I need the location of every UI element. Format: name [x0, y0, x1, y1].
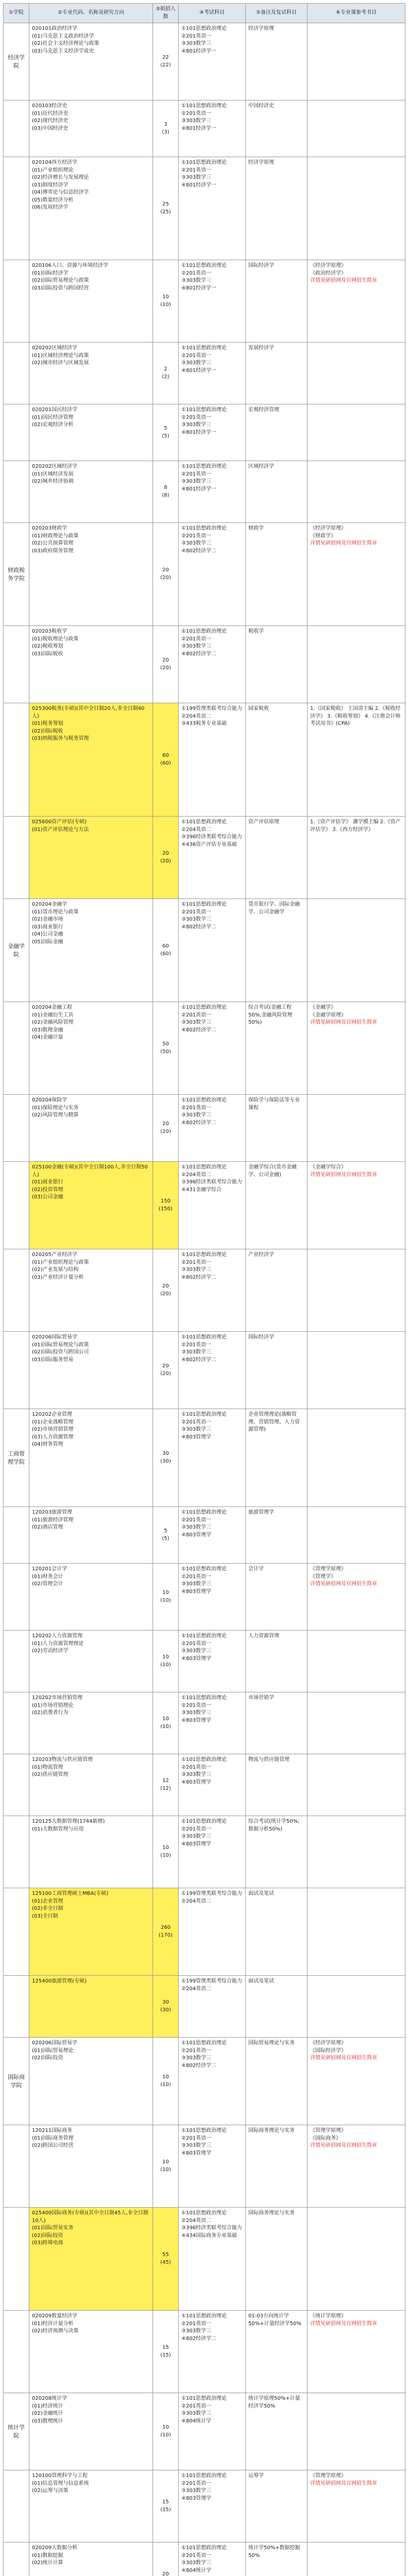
reference-books-cell: 《经济学原理》 《政治经济学》 详情见研招网及官网招生简章 [308, 260, 405, 343]
note-cell: 经济学原理 [246, 157, 308, 260]
major-cell: 120203旅游管理 (01)旅游经济管理 (02)酒店管理 [29, 1507, 153, 1564]
note-cell: 统计学原理50%+计量经济学50% [246, 2393, 308, 2470]
table-row [4, 1816, 405, 1888]
note-cell: 国际经济学 [246, 260, 308, 343]
major-cell: 120202人力资源管理 (01)人力资源管理理论 (02)劳动经济学 [29, 1631, 153, 1692]
note-cell: 经济学原理 [246, 23, 308, 100]
table-row [4, 461, 405, 523]
note-cell: 区域经济学 [246, 461, 308, 523]
reference-books-cell [308, 1507, 405, 1564]
college-cell: 财政税务学院 [4, 523, 29, 626]
exam-subjects-cell: ①101思想政治理论 ②201英语一 ③303数学三 ④803管理学 [179, 2470, 246, 2543]
table-row [4, 1507, 405, 1564]
major-cell: 125400旅游管理(专硕) [29, 1976, 153, 2038]
quota-cell: 20 (20) [153, 817, 179, 899]
college-cell [4, 1816, 29, 1888]
note-cell: 运筹学 [246, 2470, 308, 2543]
reference-books-cell [308, 1249, 405, 1332]
exam-subjects-cell: ①199管理类联考综合能力 ②204英语二 [179, 1888, 246, 1976]
table-row [4, 1162, 405, 1249]
note-cell: 综合考试(金融工程50%,金融风险管理50%) [246, 1002, 308, 1095]
college-cell: 工商管理学院 [4, 1409, 29, 1507]
header-note: ⑤备注及复试科目 [246, 4, 308, 23]
quota-cell: 25 (25) [153, 157, 179, 260]
exam-subjects-cell: ①101思想政治理论 ②201英语一 ③303数学三 ④803管理学 [179, 1409, 246, 1507]
exam-subjects-cell: ①199管理类联考综合能力 ②204英语二 [179, 1976, 246, 2038]
quota-cell: 20 [153, 2543, 179, 2576]
exam-subjects-cell: ①101思想政治理论 ②201英语一 ③303数学三 ④803管理学 [179, 1507, 246, 1564]
college-cell [4, 157, 29, 260]
quota-cell: 10 (10) [153, 2125, 179, 2208]
major-cell: 020206国际贸易学 (01)国际贸易理论 (02)国际投资 [29, 2038, 153, 2125]
table-row [4, 1249, 405, 1332]
note-cell: 资产评估原理 [246, 817, 308, 899]
reference-books-cell [308, 461, 405, 523]
reference-books-cell [308, 100, 405, 157]
quota-cell: 3 (3) [153, 100, 179, 157]
reference-books-cell [308, 626, 405, 703]
note-cell: 国际商务理论与实务 [246, 2208, 308, 2311]
table-row [4, 2393, 405, 2470]
table-row [4, 523, 405, 626]
exam-subjects-cell: ①101思想政治理论 ②201英语一 ③303数学三 ④802经济学二 [179, 1095, 246, 1162]
table-row [4, 2311, 405, 2393]
quota-cell: 15 (15) [153, 2470, 179, 2543]
note-cell: 财政学 [246, 523, 308, 626]
reference-books-cell [308, 2543, 405, 2576]
reference-books-cell [308, 1332, 405, 1409]
table-header-row [4, 4, 405, 23]
table-row [4, 1332, 405, 1409]
quota-cell: 20 (20) [153, 523, 179, 626]
quota-cell: 2 (2) [153, 343, 179, 404]
table-row [4, 2470, 405, 2543]
note-cell: 人力资源管理 [246, 1631, 308, 1692]
note-cell: 国际贸易理论与实务 [246, 2038, 308, 2125]
exam-subjects-cell: ①101思想政治理论 ②201英语一 ③303数学三 ④803管理学 [179, 2125, 246, 2208]
reference-books-cell [308, 1754, 405, 1816]
major-cell: 020104西方经济学 (01)产业组织理论 (02)经济增长与发展理论 (03)制度经济学 (04)博弈论与信息经济学 (05)数量经济分析 (06)发展经济学 [29, 157, 153, 260]
note-cell: 保险学与保险法等专业课程 [246, 1095, 308, 1162]
table-row [4, 1754, 405, 1816]
major-cell: 020203税收学 (01)税收理论与政策 (02)税收筹划 (03)国际税收 [29, 626, 153, 703]
exam-subjects-cell: ①101思想政治理论 ②201英语一 ③303数学三 ④804统计学 [179, 2543, 246, 2576]
reference-books-cell [308, 2393, 405, 2470]
catalog-table [3, 3, 405, 2576]
college-cell [4, 1002, 29, 1095]
exam-subjects-cell: ①101思想政治理论 ②201英语一 ③303数学三 ④803管理学 [179, 1692, 246, 1754]
quota-cell: 10 (10) [153, 2038, 179, 2125]
college-cell [4, 1888, 29, 1976]
note-cell: 国家税收 [246, 703, 308, 817]
major-cell: 120211国际商务 (01)国际商务管理 (02)跨国公司经营 [29, 2125, 153, 2208]
table-row [4, 2125, 405, 2208]
exam-subjects-cell: ①101思想政治理论 ②201英语一 ③303数学三 ④801经济学一 [179, 260, 246, 343]
header-college: ①学院 [4, 4, 29, 23]
quota-cell: 5 (5) [153, 404, 179, 461]
reference-books-cell: 《管理学原理》 详情见研招网及官网招生简章 [308, 2470, 405, 2543]
college-cell [4, 100, 29, 157]
reference-books-cell [308, 1888, 405, 1976]
exam-subjects-cell: ①101思想政治理论 ②201英语一 ③303数学三 ④802经济学二 [179, 523, 246, 626]
college-cell [4, 2470, 29, 2543]
reference-books-cell [308, 1095, 405, 1162]
quota-cell: 20 (20) [153, 1332, 179, 1409]
reference-books-cell [308, 1692, 405, 1754]
note-cell: 旅游管理学 [246, 1507, 308, 1564]
college-cell [4, 703, 29, 817]
exam-subjects-cell: ①101思想政治理论 ②201英语一 ③303数学三 ④801经济学一 [179, 157, 246, 260]
exam-subjects-cell: ①101思想政治理论 ②201英语一 ③303数学三 ④803管理学 [179, 1564, 246, 1631]
major-cell: 125100工商管理硕士MBA(专硕) (01)企业管理 (02)非全日制 (03)全日制 [29, 1888, 153, 1976]
table-row [4, 1631, 405, 1692]
college-cell [4, 1631, 29, 1692]
college-cell [4, 260, 29, 343]
quota-cell: 15 (15) [153, 2311, 179, 2393]
note-cell: 物流与供应链管理 [246, 1754, 308, 1816]
table-body [4, 23, 405, 2576]
reference-books-cell [308, 404, 405, 461]
college-cell [4, 2208, 29, 2311]
reference-books-cell [308, 157, 405, 260]
major-cell: 020201国民经济学 (01)国民经济管理 (02)宏观经济分析 [29, 404, 153, 461]
table-row [4, 899, 405, 1002]
quota-cell: 8 (8) [153, 461, 179, 523]
header-ref: ⑥专业课参考书目 [308, 4, 405, 23]
quota-cell: 10 (10) [153, 1816, 179, 1888]
major-cell: 025300税务(专硕)(其中全日制20人,非全日制40人) (01)税务筹划 (02)国际税收 (03)纳税服务与税务管理 [29, 703, 153, 817]
exam-subjects-cell: ①101思想政治理论 ②204英语二 ③396经济类联考综合能力 ④431金融学综合 [179, 1162, 246, 1249]
note-cell: 税收学 [246, 626, 308, 703]
table-row [4, 703, 405, 817]
college-cell [4, 1095, 29, 1162]
college-cell [4, 2543, 29, 2576]
note-cell: 国际经济学 [246, 1332, 308, 1409]
college-cell [4, 1162, 29, 1249]
college-cell [4, 343, 29, 404]
exam-subjects-cell: ①101思想政治理论 ②201英语一 ③303数学三 ④801经济学一 [179, 461, 246, 523]
note-cell: 01-03方向统计学50%+计量经济学50% [246, 2311, 308, 2393]
major-cell: 025400国际商务(专硕)(其中全日制45人,非全日制10人) (01)国际贸易实务 (02)国际投资 (03)跨境电商 [29, 2208, 153, 2311]
table-row [4, 626, 405, 703]
quota-cell: 10 (10) [153, 1692, 179, 1754]
table-row [4, 817, 405, 899]
quota-cell: 10 (10) [153, 2393, 179, 2470]
college-cell [4, 626, 29, 703]
admissions-catalog [3, 3, 405, 2576]
exam-subjects-cell: ①101思想政治理论 ②201英语一 ③303数学三 ④802经济学二 [179, 1332, 246, 1409]
reference-books-cell: 《金融学》 《金融学原理》 详情见研招网及官网招生简章 [308, 1002, 405, 1095]
quota-cell: 10 (10) [153, 260, 179, 343]
major-cell: 020209数量经济学 (01)经济计量分析 (02)经济预测与决策 [29, 2311, 153, 2393]
major-cell: 020202区域经济学 (01)区域经济理论与政策 (02)城市经济与区域发展 [29, 343, 153, 404]
college-cell: 经济学院 [4, 23, 29, 100]
quota-cell: 12 (12) [153, 1754, 179, 1816]
college-cell [4, 1754, 29, 1816]
table-row [4, 1095, 405, 1162]
table-row [4, 1692, 405, 1754]
major-cell: 020101政治经济学 (01)马克思主义政治经济学 (02)社会主义经济理论与政策 (03)马克思主义经济学说史 [29, 23, 153, 100]
note-cell: 产业经济学 [246, 1249, 308, 1332]
header-exam: ④考试科目 [179, 4, 246, 23]
quota-cell: 20 (20) [153, 626, 179, 703]
major-cell: 020203财政学 (01)财政理论与政策 (02)公共预算管理 (03)政府债务管理 [29, 523, 153, 626]
reference-books-cell [308, 2208, 405, 2311]
reference-books-cell [308, 1409, 405, 1507]
major-cell: 020204保险学 (01)保险理论与实务 (02)风险管理与精算 [29, 1095, 153, 1162]
quota-cell: 260 (170) [153, 1888, 179, 1976]
note-cell: 面试及笔试 [246, 1888, 308, 1976]
reference-books-cell: 1.《资产评估学》 潘学模主编 2.《资产评估学》 3.《西方经济学》 [308, 817, 405, 899]
major-cell: 020209大数据分析 (01)数据挖掘 (02)统计计算 [29, 2543, 153, 2576]
exam-subjects-cell: ①199管理类联考综合能力 ②204英语二 ③433税务专业基础 [179, 703, 246, 817]
college-cell: 国际商学院 [4, 2038, 29, 2125]
table-row [4, 157, 405, 260]
quota-cell: 5 (5) [153, 1507, 179, 1564]
note-cell: 宏观经济管理 [246, 404, 308, 461]
major-cell: 120202企业管理 (01)企业战略管理 (02)市场营销管理 (03)人力资源管理 (04)财务管理 [29, 1409, 153, 1507]
exam-subjects-cell: ①101思想政治理论 ②201英语一 ③303数学三 ④801经济学一 [179, 23, 246, 100]
major-cell: 020205产业经济学 (01)产业组织理论与政策 (02)产业发展与结构 (03)产业经济计量分析 [29, 1249, 153, 1332]
college-cell [4, 2311, 29, 2393]
reference-books-cell: 《统计学原理》 详情见研招网及官网招生简章 [308, 2311, 405, 2393]
reference-books-cell [308, 343, 405, 404]
major-cell: 120100管理科学与工程 (01)信息管理与信息系统 (02)运筹与决策 [29, 2470, 153, 2543]
exam-subjects-cell: ①101思想政治理论 ②201英语一 ③303数学三 ④803管理学 [179, 1816, 246, 1888]
quota-cell: 30 (30) [153, 1976, 179, 2038]
college-cell [4, 461, 29, 523]
quota-cell: 55 (45) [153, 2208, 179, 2311]
table-row [4, 2543, 405, 2576]
quota-cell: 150 (150) [153, 1162, 179, 1249]
college-cell [4, 404, 29, 461]
major-cell: 020208统计学 (01)经济统计 (02)金融统计 (03)数理统计 [29, 2393, 153, 2470]
exam-subjects-cell: ①101思想政治理论 ②201英语一 ③303数学三 ④803管理学 [179, 1754, 246, 1816]
college-cell: 金融学院 [4, 899, 29, 1002]
table-row [4, 1002, 405, 1095]
major-cell: 020204金融工程 (01)金融衍生工具 (02)金融风险管理 (03)数理金融 (04)金融计量 [29, 1002, 153, 1095]
exam-subjects-cell: ①101思想政治理论 ②201英语一 ③303数学三 ④802经济学二 [179, 2311, 246, 2393]
college-cell [4, 1564, 29, 1631]
exam-subjects-cell: ①101思想政治理论 ②201英语一 ③303数学三 ④804统计学 [179, 2393, 246, 2470]
note-cell: 发展经济学 [246, 343, 308, 404]
reference-books-cell: 1.《国家税收》 王国清主编 2.《税收经济学》 3.《税收筹划》 4.《注册会计师考试用书》(CPA) [308, 703, 405, 817]
reference-books-cell [308, 1816, 405, 1888]
college-cell [4, 1249, 29, 1332]
quota-cell: 50 (50) [153, 1002, 179, 1095]
exam-subjects-cell: ①101思想政治理论 ②201英语一 ③303数学三 ④801经济学一 [179, 404, 246, 461]
table-row [4, 1976, 405, 2038]
quota-cell: 60 (60) [153, 703, 179, 817]
college-cell [4, 1332, 29, 1409]
reference-books-cell [308, 899, 405, 1002]
table-row [4, 2038, 405, 2125]
table-row [4, 1409, 405, 1507]
major-cell: 120203物流与供应链管理 (01)物流管理 (02)供应链管理 [29, 1754, 153, 1816]
quota-cell: 20 (20) [153, 1095, 179, 1162]
note-cell: 企业管理理论(战略管理、营销管理、人力资源管理) [246, 1409, 308, 1507]
exam-subjects-cell: ①101思想政治理论 ②201英语一 ③303数学三 ④802经济学二 [179, 1249, 246, 1332]
table-row [4, 100, 405, 157]
major-cell: 120125大数据管理(1744新增) (01)大数据管理与应用 [29, 1816, 153, 1888]
major-cell: 020204金融学 (01)货币理论与政策 (02)金融市场 (03)商业银行 (04)公司金融 (05)国际金融 [29, 899, 153, 1002]
reference-books-cell: 《管理学原理》 《管理学》 详情见研招网及官网招生简章 [308, 1564, 405, 1631]
table-row [4, 1564, 405, 1631]
table-row [4, 23, 405, 100]
college-cell: 统计学院 [4, 2393, 29, 2470]
major-cell: 020206国际贸易学 (01)国际贸易理论与政策 (02)国际投资与跨国公司 (03)国际服务贸易 [29, 1332, 153, 1409]
reference-books-cell [308, 23, 405, 100]
major-cell: 020106人口、资源与环境经济学 (01)国际经济学 (02)国际贸易理论与政策 (03)国际投资与跨国经营 [29, 260, 153, 343]
table-row [4, 343, 405, 404]
college-cell [4, 1507, 29, 1564]
major-cell: 025600资产评估(专硕) (01)资产评估理论与方法 [29, 817, 153, 899]
reference-books-cell: 《管理学原理》 《国际商务》 详情见研招网及官网招生简章 [308, 2125, 405, 2208]
exam-subjects-cell: ①101思想政治理论 ②201英语一 ③303数学三 ④802经济学二 [179, 1002, 246, 1095]
note-cell: 中国经济史 [246, 100, 308, 157]
note-cell: 面试及笔试 [246, 1976, 308, 2038]
quota-cell: 30 (30) [153, 1409, 179, 1507]
exam-subjects-cell: ①101思想政治理论 ②201英语一 ③303数学三 ④802经济学二 [179, 626, 246, 703]
quota-cell: 10 (10) [153, 1631, 179, 1692]
college-cell [4, 1976, 29, 2038]
exam-subjects-cell: ①101思想政治理论 ②201英语一 ③303数学三 ④802经济学二 [179, 899, 246, 1002]
reference-books-cell [308, 1631, 405, 1692]
exam-subjects-cell: ①101思想政治理论 ②201英语一 ③303数学三 ④802经济学二 [179, 2038, 246, 2125]
college-cell [4, 2125, 29, 2208]
reference-books-cell: 《经济学原理》 《国际经济学》 详情见研招网及官网招生简章 [308, 2038, 405, 2125]
major-cell: 120202市场营销管理 (01)市场营销理论 (02)消费者行为 [29, 1692, 153, 1754]
quota-cell: 10 (10) [153, 1564, 179, 1631]
note-cell: 金融学综合(货币金融学、公司金融) [246, 1162, 308, 1249]
table-row [4, 260, 405, 343]
exam-subjects-cell: ①101思想政治理论 ②201英语一 ③303数学三 ④803管理学 [179, 1631, 246, 1692]
college-cell [4, 817, 29, 899]
college-cell [4, 1692, 29, 1754]
header-quota: ③拟招人数 [153, 4, 179, 23]
note-cell: 综合考试(统计学50%;数据分析50%) [246, 1816, 308, 1888]
table-row [4, 404, 405, 461]
table-row [4, 2208, 405, 2311]
quota-cell: 22 (22) [153, 23, 179, 100]
reference-books-cell: 《金融学综合》 详情见研招网及官网招生简章 [308, 1162, 405, 1249]
note-cell: 国际商务理论与实务 [246, 2125, 308, 2208]
reference-books-cell [308, 1976, 405, 2038]
major-cell: 020103经济史 (01)近代经济史 (02)现代经济史 (03)中国经济史 [29, 100, 153, 157]
quota-cell: 60 (60) [153, 899, 179, 1002]
major-cell: 120201会计学 (01)财务会计 (02)管理会计 [29, 1564, 153, 1631]
note-cell: 会计学 [246, 1564, 308, 1631]
exam-subjects-cell: ①101思想政治理论 ②201英语一 ③303数学三 ④801经济学一 [179, 100, 246, 157]
major-cell: 025100金融(专硕)(其中全日制100人,非全日制50人) (01)商业银行 (02)投资管理 (03)公司金融 [29, 1162, 153, 1249]
header-major: ②专业代码、名称及研究方向 [29, 4, 153, 23]
exam-subjects-cell: ①101思想政治理论 ②204英语二 ③396经济类联考综合能力 ④436资产评估专业基础 [179, 817, 246, 899]
quota-cell: 20 (20) [153, 1249, 179, 1332]
exam-subjects-cell: ①101思想政治理论 ②204英语二 ③396经济类联考综合能力 ④434国际商务专业基础 [179, 2208, 246, 2311]
major-cell: 020202区域经济学 (01)区域经济发展 (02)城乡经济协调 [29, 461, 153, 523]
note-cell: 市场营销学 [246, 1692, 308, 1754]
table-row [4, 1888, 405, 1976]
note-cell: 统计学50%+数据挖掘50% [246, 2543, 308, 2576]
reference-books-cell: 《经济学原理》 《财政学》 详情见研招网及官网招生简章 [308, 523, 405, 626]
exam-subjects-cell: ①101思想政治理论 ②201英语一 ③303数学三 ④801经济学一 [179, 343, 246, 404]
note-cell: 货币银行学、国际金融学、公司金融学 [246, 899, 308, 1002]
